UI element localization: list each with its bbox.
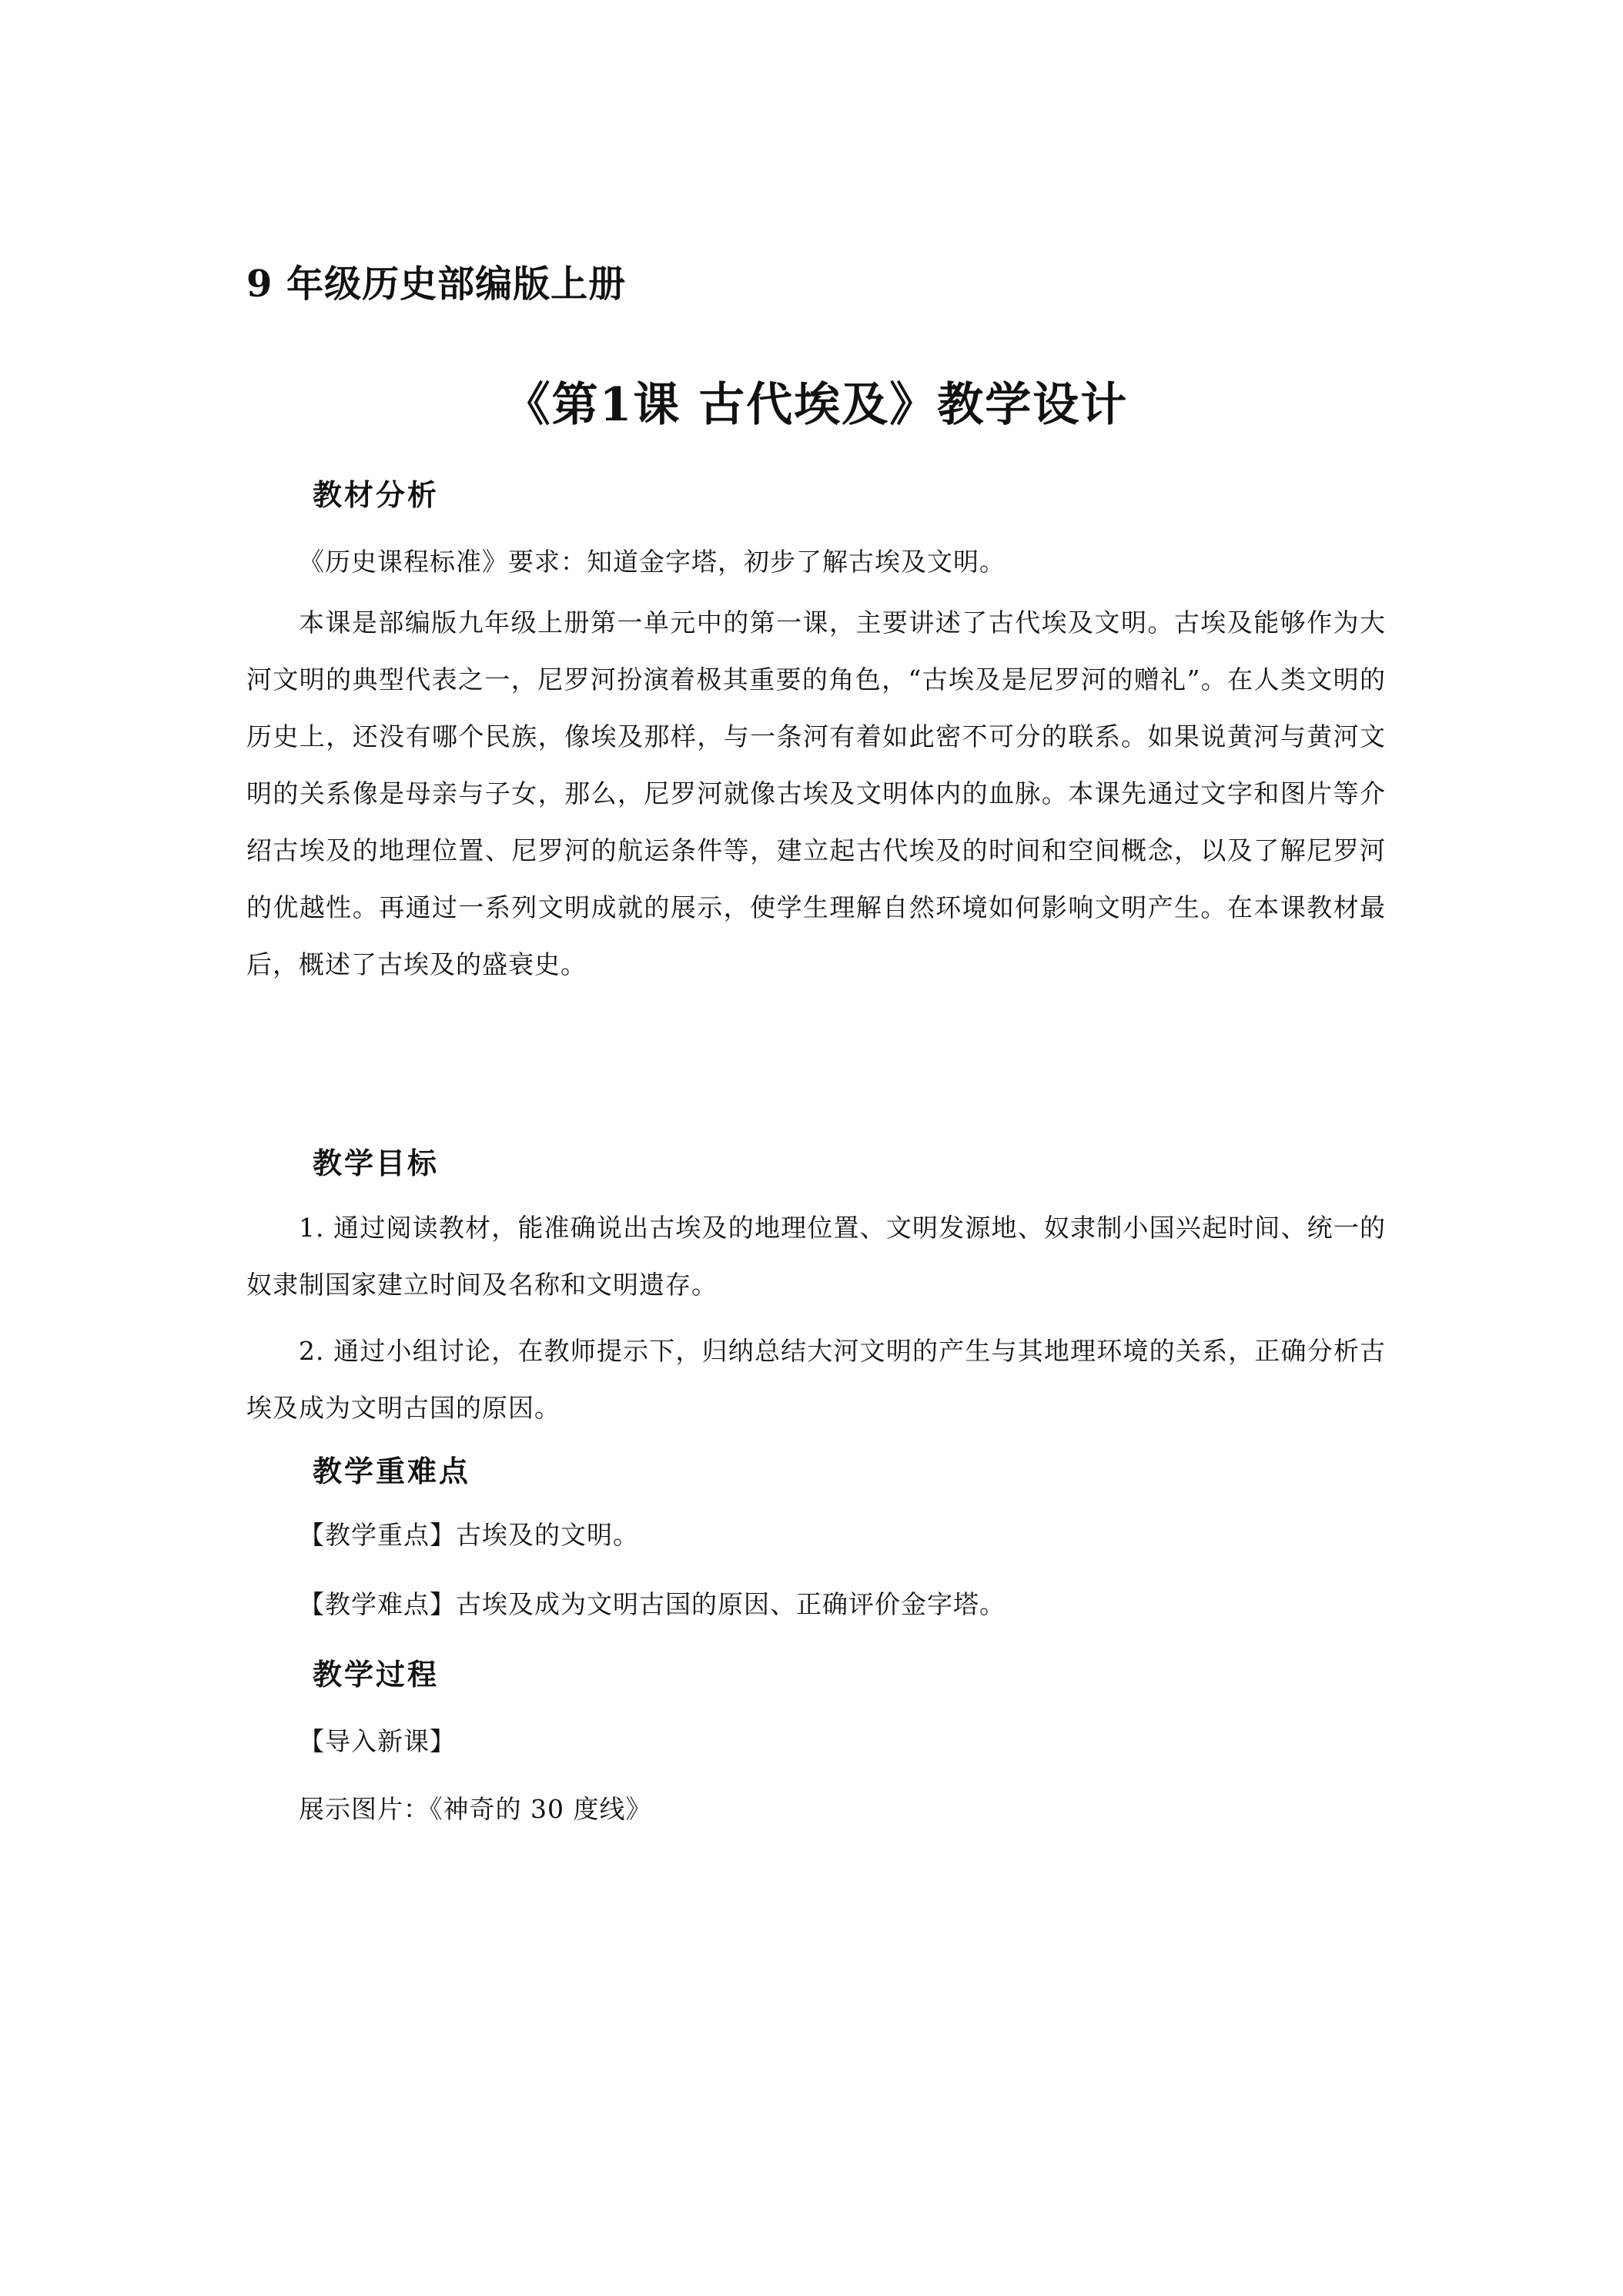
heading-materials-analysis: 教材分析 xyxy=(313,478,440,512)
materials-analysis-paragraph: 本课是部编版九年级上册第一单元中的第一课，主要讲述了古代埃及文明。古埃及能够作为大河文明的典型代表之一，尼罗河扮演着极其重要的角色，“古埃及是尼罗河的赠礼”。在人类文明的历史上，还没有哪个民族，像埃及那样，与一条河有着如此密不可分的联系。如果说黄河与黄河文明的关系像是母亲与子女，那么，尼罗河就像古埃及文明体内的血脉。本课先通过文字和图片等介绍古埃及的地理位置、尼罗河的航运条件等，建立起古代埃及的时间和空间概念，以及了解尼罗河的优越性。再通过一系列文明成就的展示，使学生理解自然环境如何影响文明产生。在本课教材最后，概述了古埃及的盛衰史。 xyxy=(246,607,1386,979)
teaching-focus-text: 【教学重点】古埃及的文明。 xyxy=(299,1520,639,1550)
document-subtitle: 9 年级历史部编版上册 xyxy=(246,263,627,306)
intro-label: 【导入新课】 xyxy=(299,1726,456,1756)
heading-key-points: 教学重难点 xyxy=(313,1454,471,1488)
objective-item-1: 1. 通过阅读教材，能准确说出古埃及的地理位置、文明发源地、奴隶制小国兴起时间、统一的奴隶制国家建立时间及名称和文明遗存。 xyxy=(246,1213,1386,1300)
teaching-difficulty-text: 【教学难点】古埃及成为文明古国的原因、正确评价金字塔。 xyxy=(299,1589,1006,1619)
document-title: 《第1课 古代埃及》教学设计 xyxy=(504,378,1129,432)
heading-teaching-process: 教学过程 xyxy=(313,1658,440,1692)
heading-teaching-objectives: 教学目标 xyxy=(313,1146,440,1180)
curriculum-standard-text: 《历史课程标准》要求：知道金字塔，初步了解古埃及文明。 xyxy=(299,547,1006,577)
intro-text: 展示图片：《神奇的 30 度线》 xyxy=(299,1794,652,1824)
objective-item-2: 2. 通过小组讨论，在教师提示下，归纳总结大河文明的产生与其地理环境的关系，正确分析古埃及成为文明古国的原因。 xyxy=(246,1336,1386,1423)
